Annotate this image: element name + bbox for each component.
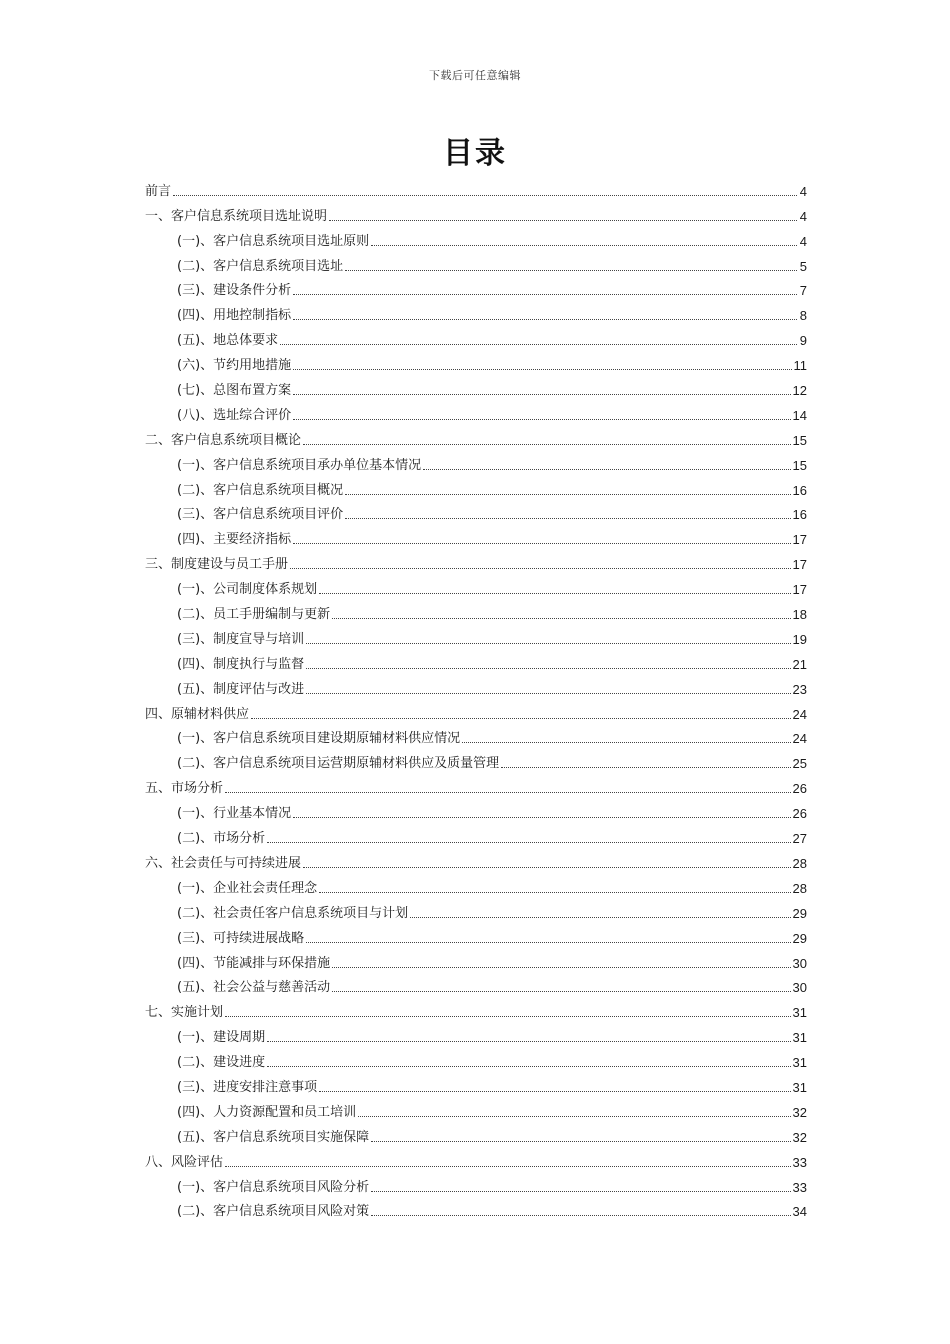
header-note: 下载后可任意编辑 [429,69,521,82]
toc-entry[interactable] [145,847,807,872]
dot-leader [293,368,791,370]
toc-entry-text: (一)、客户信息系统项目风险分析 [177,1179,370,1195]
toc-page-number: 24 [792,706,807,722]
toc-subentry[interactable] [145,1071,807,1096]
toc-entry[interactable] [145,175,807,200]
dot-leader [345,517,790,519]
toc-entry-text: (二)、市场分析 [177,831,266,847]
toc-page-number: 26 [792,806,807,822]
toc-page-number: 4 [799,208,807,224]
toc-page-number: 16 [792,482,807,498]
toc-page-number: 31 [792,1079,807,1095]
dot-leader [267,1065,790,1067]
dot-leader [371,244,797,246]
toc-subentry[interactable] [145,723,807,748]
toc-page-number: 33 [792,1179,807,1195]
toc-entry-text: (一)、建设周期 [177,1030,266,1046]
toc-page-number: 31 [792,1005,807,1021]
toc-page-number: 17 [792,557,807,573]
toc-entry-text: (二)、建设进度 [177,1055,266,1071]
dot-leader [293,418,790,420]
toc-subentry[interactable] [145,1121,807,1146]
dot-leader [303,866,791,868]
dot-leader [319,592,790,594]
toc-entry-text: 前言 [145,183,172,199]
toc-entry-text: 四、原辅材料供应 [145,706,250,722]
toc-page-number: 31 [792,1055,807,1071]
toc-page-number: 32 [792,1104,807,1120]
toc-entry-text: (二)、客户信息系统项目风险对策 [177,1204,370,1220]
toc-entry-text: 七、实施计划 [145,1005,224,1021]
toc-subentry[interactable] [145,648,807,673]
toc-page-number: 29 [792,905,807,921]
table-of-contents [145,175,807,1220]
toc-subentry[interactable] [145,623,807,648]
toc-entry-text: 一、客户信息系统项目选址说明 [145,208,328,224]
toc-subentry[interactable] [145,499,807,524]
toc-entry-text: (一)、公司制度体系规划 [177,582,318,598]
toc-entry-text: (七)、总图布置方案 [177,383,292,399]
dot-leader [173,194,797,196]
toc-page-number: 4 [799,233,807,249]
dot-leader [251,717,791,719]
dot-leader [293,393,790,395]
dot-leader [371,1214,790,1216]
toc-page-number: 7 [799,283,807,299]
toc-entry[interactable] [145,698,807,723]
toc-entry-text: (四)、人力资源配置和员工培训 [177,1104,357,1120]
dot-leader [423,468,790,470]
toc-page-number: 11 [793,358,807,374]
toc-subentry[interactable] [145,747,807,772]
toc-page-number: 19 [792,631,807,647]
dot-leader [306,642,790,644]
dot-leader [225,1165,791,1167]
toc-entry[interactable] [145,996,807,1021]
toc-entry-text: (三)、进度安排注意事项 [177,1079,318,1095]
toc-subentry[interactable] [145,872,807,897]
dot-leader [462,741,790,743]
toc-subentry[interactable] [145,1196,807,1221]
toc-page-number: 4 [799,183,807,199]
toc-page-number: 15 [792,432,807,448]
toc-page-number: 33 [792,1154,807,1170]
dot-leader [332,966,790,968]
dot-leader [293,816,790,818]
toc-page-number: 26 [792,781,807,797]
toc-entry-text: (五)、地总体要求 [177,333,279,349]
dot-leader [358,1115,790,1117]
toc-entry-text: (四)、制度执行与监督 [177,656,305,672]
toc-entry-text: (五)、客户信息系统项目实施保障 [177,1129,370,1145]
dot-leader [345,269,797,271]
dot-leader [293,318,797,320]
dot-leader [293,542,790,544]
toc-subentry[interactable] [145,673,807,698]
toc-entry-text: (二)、客户信息系统项目选址 [177,258,344,274]
toc-subentry[interactable] [145,897,807,922]
toc-entry-text: (四)、用地控制指标 [177,308,292,324]
toc-entry-text: (二)、客户信息系统项目概况 [177,482,344,498]
toc-entry-text: (一)、客户信息系统项目建设期原辅材料供应情况 [177,731,461,747]
toc-entry-text: (六)、节约用地措施 [177,358,292,374]
toc-entry-text: 五、市场分析 [145,781,224,797]
dot-leader [329,219,797,221]
toc-subentry[interactable] [145,1046,807,1071]
toc-subentry[interactable] [145,797,807,822]
toc-page-number: 15 [792,457,807,473]
toc-subentry[interactable] [145,275,807,300]
toc-page-number: 8 [799,308,807,324]
toc-subentry[interactable] [145,598,807,623]
toc-page-number: 9 [799,333,807,349]
dot-leader [319,891,790,893]
dot-leader [319,1090,790,1092]
toc-subentry[interactable] [145,299,807,324]
dot-leader [280,343,797,345]
toc-entry-text: (一)、行业基本情况 [177,806,292,822]
toc-page-number: 29 [792,930,807,946]
dot-leader [303,443,791,445]
dot-leader [306,667,790,669]
toc-subentry[interactable] [145,349,807,374]
dot-leader [306,692,790,694]
toc-page-number: 16 [792,507,807,523]
toc-subentry[interactable] [145,972,807,997]
toc-entry-text: 六、社会责任与可持续进展 [145,855,302,871]
dot-leader [225,1015,791,1017]
toc-page-number: 17 [792,532,807,548]
toc-entry-text: (三)、客户信息系统项目评价 [177,507,344,523]
toc-entry-text: (二)、员工手册编制与更新 [177,607,331,623]
toc-entry-text: 二、客户信息系统项目概论 [145,432,302,448]
dot-leader [225,791,791,793]
toc-subentry[interactable] [145,822,807,847]
toc-entry-text: (一)、企业社会责任理念 [177,880,318,896]
toc-subentry[interactable] [145,947,807,972]
dot-leader [290,567,791,569]
toc-page-number: 25 [792,756,807,772]
toc-page-number: 12 [792,383,807,399]
toc-entry-text: (一)、客户信息系统项目选址原则 [177,233,370,249]
toc-subentry[interactable] [145,1096,807,1121]
toc-entry[interactable] [145,424,807,449]
toc-subentry[interactable] [145,1171,807,1196]
toc-page-number: 18 [792,607,807,623]
toc-entry-text: (二)、客户信息系统项目运营期原辅材料供应及质量管理 [177,756,500,772]
toc-subentry[interactable] [145,449,807,474]
toc-title: 目录 [443,136,507,171]
toc-subentry[interactable] [145,1021,807,1046]
toc-subentry[interactable] [145,324,807,349]
toc-page-number: 5 [799,258,807,274]
toc-entry-text: (二)、社会责任客户信息系统项目与计划 [177,905,409,921]
toc-subentry[interactable] [145,573,807,598]
dot-leader [371,1140,790,1142]
dot-leader [371,1190,790,1192]
toc-entry[interactable] [145,772,807,797]
toc-entry-text: (八)、选址综合评价 [177,407,292,423]
toc-page-number: 31 [792,1030,807,1046]
toc-page-number: 24 [792,731,807,747]
toc-entry-text: (五)、社会公益与慈善活动 [177,980,331,996]
toc-page-number: 32 [792,1129,807,1145]
dot-leader [306,941,790,943]
toc-entry-text: 三、制度建设与员工手册 [145,557,289,573]
toc-page-number: 28 [792,880,807,896]
toc-subentry[interactable] [145,474,807,499]
toc-subentry[interactable] [145,399,807,424]
toc-page-number: 27 [792,831,807,847]
toc-page-number: 34 [792,1204,807,1220]
toc-subentry[interactable] [145,250,807,275]
toc-subentry[interactable] [145,374,807,399]
toc-subentry[interactable] [145,922,807,947]
dot-leader [410,916,790,918]
toc-entry[interactable] [145,548,807,573]
toc-entry-text: 八、风险评估 [145,1154,224,1170]
dot-leader [501,766,790,768]
dot-leader [332,990,790,992]
toc-page-number: 30 [792,955,807,971]
toc-entry-text: (一)、客户信息系统项目承办单位基本情况 [177,457,422,473]
toc-page-number: 17 [792,582,807,598]
toc-page-number: 28 [792,855,807,871]
toc-entry-text: (三)、制度宣导与培训 [177,631,305,647]
toc-page-number: 21 [792,656,807,672]
dot-leader [267,1040,790,1042]
dot-leader [332,617,790,619]
toc-page-number: 30 [792,980,807,996]
toc-subentry[interactable] [145,225,807,250]
toc-entry[interactable] [145,1146,807,1171]
toc-page-number: 14 [792,407,807,423]
toc-page-number: 23 [792,681,807,697]
dot-leader [345,493,790,495]
toc-entry[interactable] [145,200,807,225]
toc-entry-text: (三)、建设条件分析 [177,283,292,299]
toc-entry-text: (三)、可持续进展战略 [177,930,305,946]
toc-entry-text: (四)、节能减排与环保措施 [177,955,331,971]
toc-subentry[interactable] [145,523,807,548]
toc-entry-text: (四)、主要经济指标 [177,532,292,548]
toc-entry-text: (五)、制度评估与改进 [177,681,305,697]
dot-leader [293,293,797,295]
dot-leader [267,841,790,843]
